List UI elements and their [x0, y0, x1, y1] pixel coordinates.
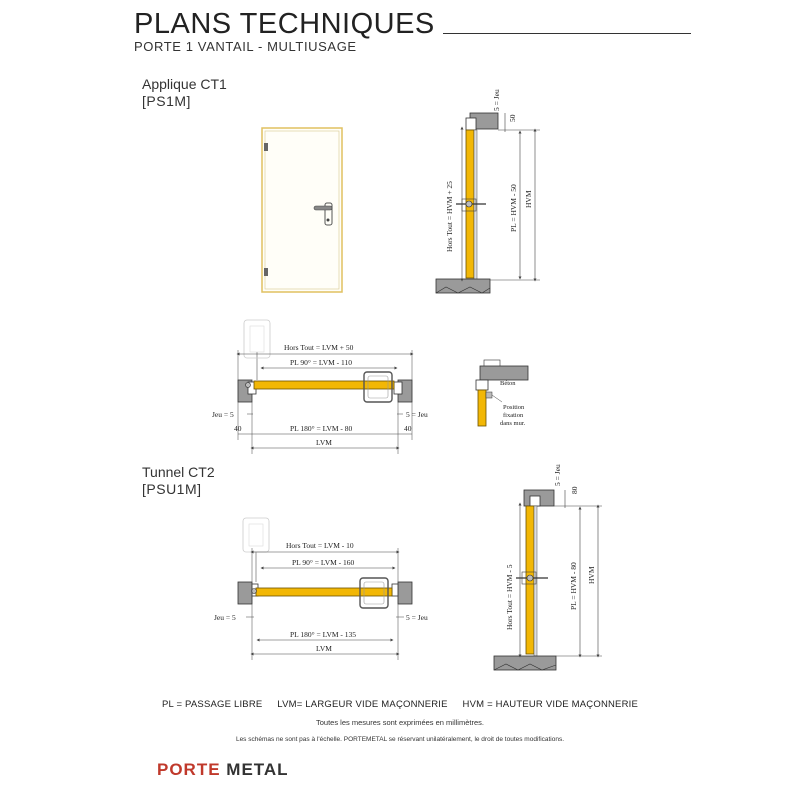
elev2-hors-tout-label: Hors Tout = HVM - 5 — [505, 564, 514, 630]
detail-position-label: Position — [503, 404, 525, 411]
detail-fixation-label: fixation — [503, 412, 524, 419]
legend-hvm: HVM = HAUTEUR VIDE MAÇONNERIE — [462, 699, 639, 710]
plan1-jeu-right-label: 5 = Jeu — [406, 410, 428, 419]
plan2-pl90-label: PL 90° = LVM - 160 — [292, 558, 355, 567]
legend-lvm: LVM= LARGEUR VIDE MAÇONNERIE — [277, 699, 448, 710]
elevation-ct2 — [494, 464, 602, 670]
plan2-hors-tout-label: Hors Tout = LVM - 10 — [286, 541, 354, 550]
plan2-pl180-label: PL 180° = LVM - 135 — [290, 630, 357, 639]
plan1-jeu-left-label: Jeu = 5 — [212, 410, 234, 419]
elev1-hvm-label: HVM — [524, 190, 533, 208]
page-subtitle: PORTE 1 VANTAIL - MULTIUSAGE — [134, 39, 357, 54]
plan2-lvm-label: LVM — [316, 644, 332, 653]
plan1-pl180-label: PL 180° = LVM - 80 — [290, 424, 353, 433]
legend-pl: PL = PASSAGE LIBRE — [161, 699, 263, 710]
elev1-hors-tout-label: Hors Tout = HVM + 25 — [445, 181, 454, 252]
elev2-hvm-label: HVM — [587, 566, 596, 584]
elev1-jeu-label: 5 = Jeu — [492, 89, 501, 111]
section1-title: Applique CT1 — [142, 76, 227, 92]
detail-beton-label: Béton — [500, 380, 516, 387]
elev2-pl-label: PL = HVM - 80 — [569, 562, 578, 610]
plan1-dim-right-label: 40 — [404, 424, 412, 433]
plan1-hors-tout-label: Hors Tout = LVM + 50 — [284, 343, 354, 352]
handle-lever-icon — [314, 206, 332, 210]
disclaimer-note: Les schémas ne sont pas à l'échelle. PORTEMETAL se réservant unilatéralement, le droit de toutes modifications. — [235, 736, 565, 743]
logo-part1: PORTE — [157, 760, 221, 779]
units-note: Toutes les mesures sont exprimées en millimètres. — [316, 718, 484, 727]
plan-ct1 — [212, 320, 428, 454]
elevation-ct1 — [436, 89, 540, 293]
elev2-gap-label: 80 — [570, 486, 579, 494]
detail-dans-mur-label: dans mur. — [500, 420, 526, 427]
legend — [0, 699, 800, 710]
plan-ct2 — [214, 518, 428, 660]
fixation-detail — [476, 360, 528, 427]
section1-code: [PS1M] — [142, 93, 191, 109]
plan2-jeu-right-label: 5 = Jeu — [406, 613, 428, 622]
hinge-icon — [264, 268, 268, 276]
section2-title: Tunnel CT2 — [142, 464, 215, 480]
plan1-pl90-label: PL 90° = LVM - 110 — [290, 358, 353, 367]
elev1-pl-label: PL = HVM - 50 — [509, 184, 518, 232]
door-front-view — [262, 128, 342, 292]
section2-code: [PSU1M] — [142, 481, 202, 497]
plan2-jeu-left-label: Jeu = 5 — [214, 613, 236, 622]
elev2-jeu-label: 5 = Jeu — [553, 464, 562, 486]
hinge-icon — [264, 143, 268, 151]
plan1-dim-left-label: 40 — [234, 424, 242, 433]
page-title: PLANS TECHNIQUES — [134, 8, 435, 40]
logo-part2: METAL — [220, 760, 289, 779]
brand-logo — [157, 760, 289, 780]
elev1-gap-label: 50 — [508, 114, 517, 122]
plan1-lvm-label: LVM — [316, 438, 332, 447]
